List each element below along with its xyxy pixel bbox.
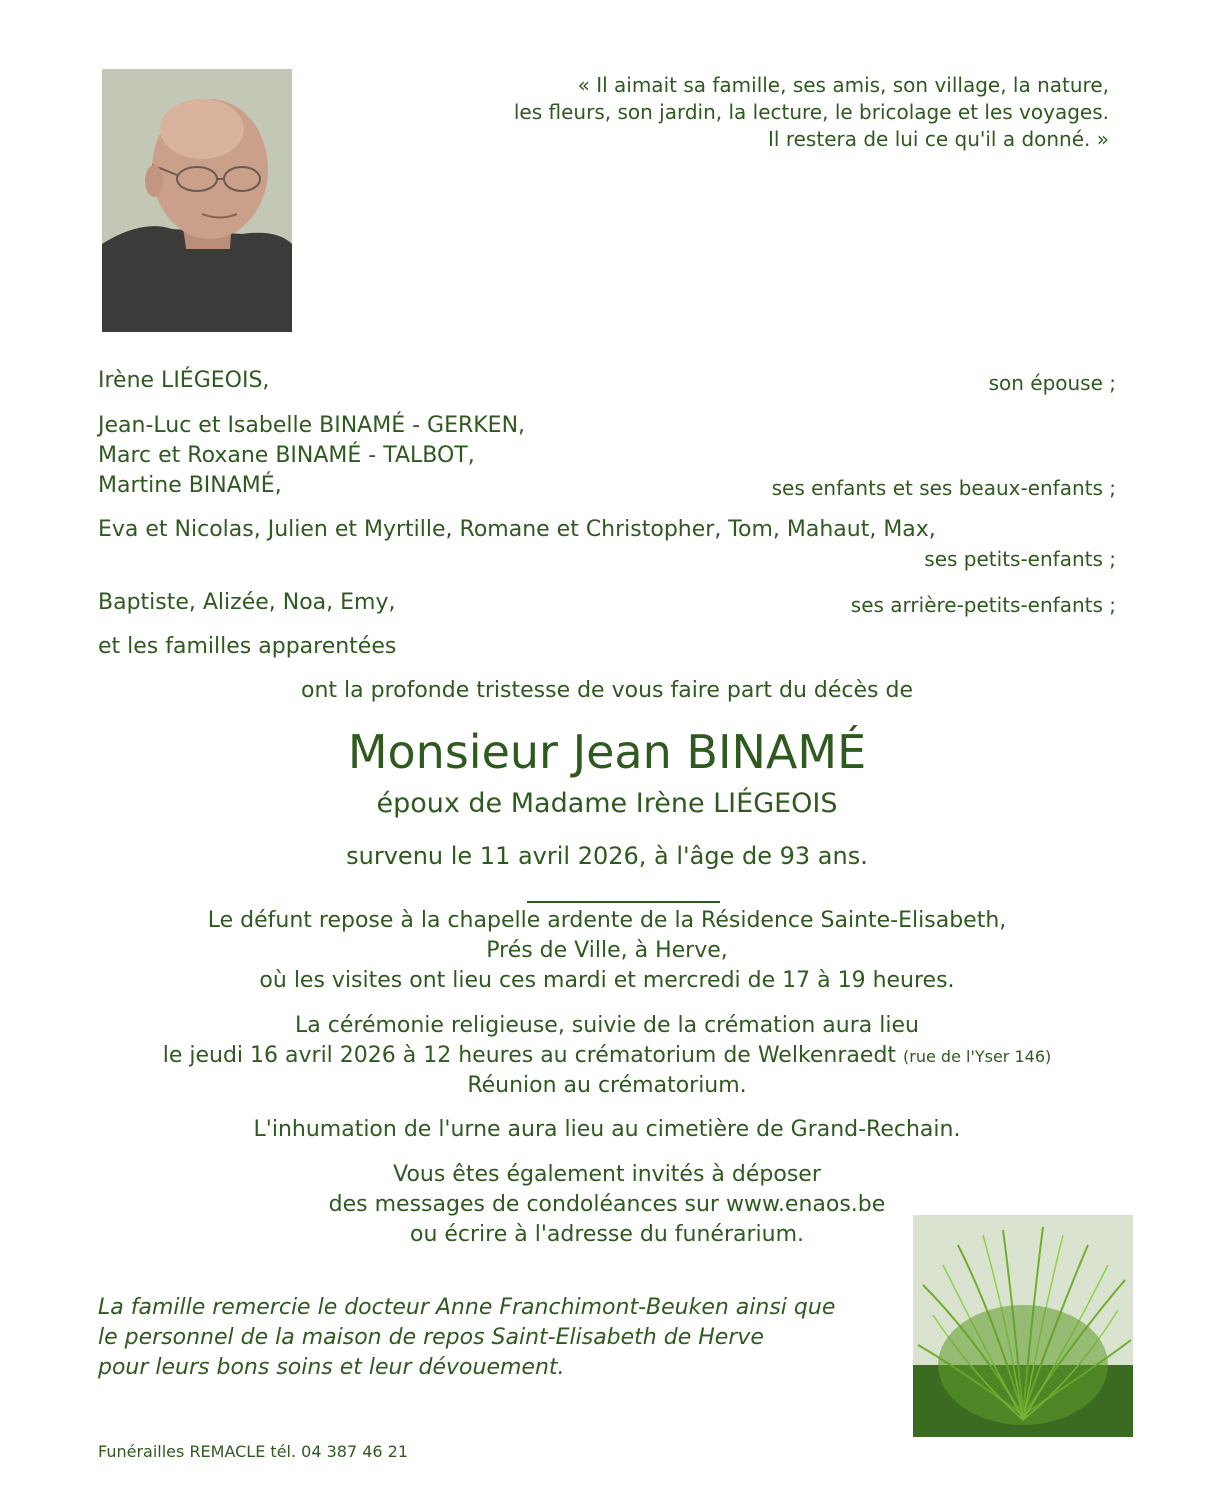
great-grandchildren-role: ses arrière-petits-enfants ; bbox=[850, 593, 1116, 617]
condolences-line: Vous êtes également invités à déposer bbox=[393, 1162, 821, 1187]
grandchildren-role: ses petits-enfants ; bbox=[924, 547, 1116, 571]
spouse-name: Irène LIÉGEOIS, bbox=[98, 368, 270, 393]
condolences-line: ou écrire à l'adresse du funérarium. bbox=[409, 1222, 805, 1247]
ceremony-text: le jeudi 16 avril 2026 à 12 heures au crématorium de Welkenraedt bbox=[162, 1043, 897, 1068]
child-entry: Marc et Roxane BINAMÉ - TALBOT, bbox=[98, 443, 475, 468]
children-role: ses enfants et ses beaux-enfants ; bbox=[771, 476, 1116, 500]
quote-line: Il restera de lui ce qu'il a donné. » bbox=[768, 127, 1109, 151]
grandchildren-list: Eva et Nicolas, Julien et Myrtille, Romane et Christopher, Tom, Mahaut, Max, bbox=[98, 517, 936, 542]
great-grandchildren-list: Baptiste, Alizée, Noa, Emy, bbox=[98, 590, 396, 615]
ceremony-address: (rue de l'Yser 146) bbox=[903, 1047, 1052, 1066]
thanks-line: La famille remercie le docteur Anne Franchimont-Beuken ainsi que bbox=[98, 1295, 836, 1320]
condolences-line: des messages de condoléances sur www.enaos.be bbox=[328, 1192, 886, 1217]
grass-photo bbox=[913, 1215, 1133, 1437]
quote-line: « Il aimait sa famille, ses amis, son village, la nature, bbox=[577, 73, 1109, 97]
rest-line: où les visites ont lieu ces mardi et mercredi de 17 à 19 heures. bbox=[259, 968, 955, 993]
ceremony-line: Réunion au crématorium. bbox=[467, 1073, 747, 1098]
rest-line: Prés de Ville, à Herve, bbox=[486, 938, 728, 963]
thanks-line: le personnel de la maison de repos Saint-Elisabeth de Herve bbox=[98, 1325, 764, 1350]
quote-line: les fleurs, son jardin, la lecture, le bricolage et les voyages. bbox=[513, 100, 1109, 124]
deceased-name: Monsieur Jean BINAMÉ bbox=[347, 725, 867, 779]
epitaph-quote bbox=[514, 72, 1109, 153]
child-entry: Jean-Luc et Isabelle BINAMÉ - GERKEN, bbox=[98, 413, 526, 438]
rest-line: Le défunt repose à la chapelle ardente de la Résidence Sainte-Elisabeth, bbox=[207, 908, 1007, 933]
spouse-line: époux de Madame Irène LIÉGEOIS bbox=[376, 788, 838, 819]
announcement-intro: ont la profonde tristesse de vous faire part du décès de bbox=[301, 678, 913, 703]
funeral-home-footer: Funérailles REMACLE tél. 04 387 46 21 bbox=[98, 1442, 409, 1461]
relatives-line: et les familles apparentées bbox=[98, 634, 397, 659]
spouse-role: son épouse ; bbox=[988, 371, 1116, 395]
divider bbox=[527, 901, 720, 903]
child-entry: Martine BINAMÉ, bbox=[98, 473, 282, 498]
ceremony-line bbox=[0, 1041, 1214, 1072]
burial-line: L'inhumation de l'urne aura lieu au cimetière de Grand-Rechain. bbox=[253, 1117, 961, 1142]
portrait-photo bbox=[102, 69, 292, 332]
death-date-line: survenu le 11 avril 2026, à l'âge de 93 ans. bbox=[346, 842, 868, 870]
thanks-line: pour leurs bons soins et leur dévouement. bbox=[98, 1355, 565, 1380]
ceremony-line: La cérémonie religieuse, suivie de la crémation aura lieu bbox=[295, 1013, 919, 1038]
